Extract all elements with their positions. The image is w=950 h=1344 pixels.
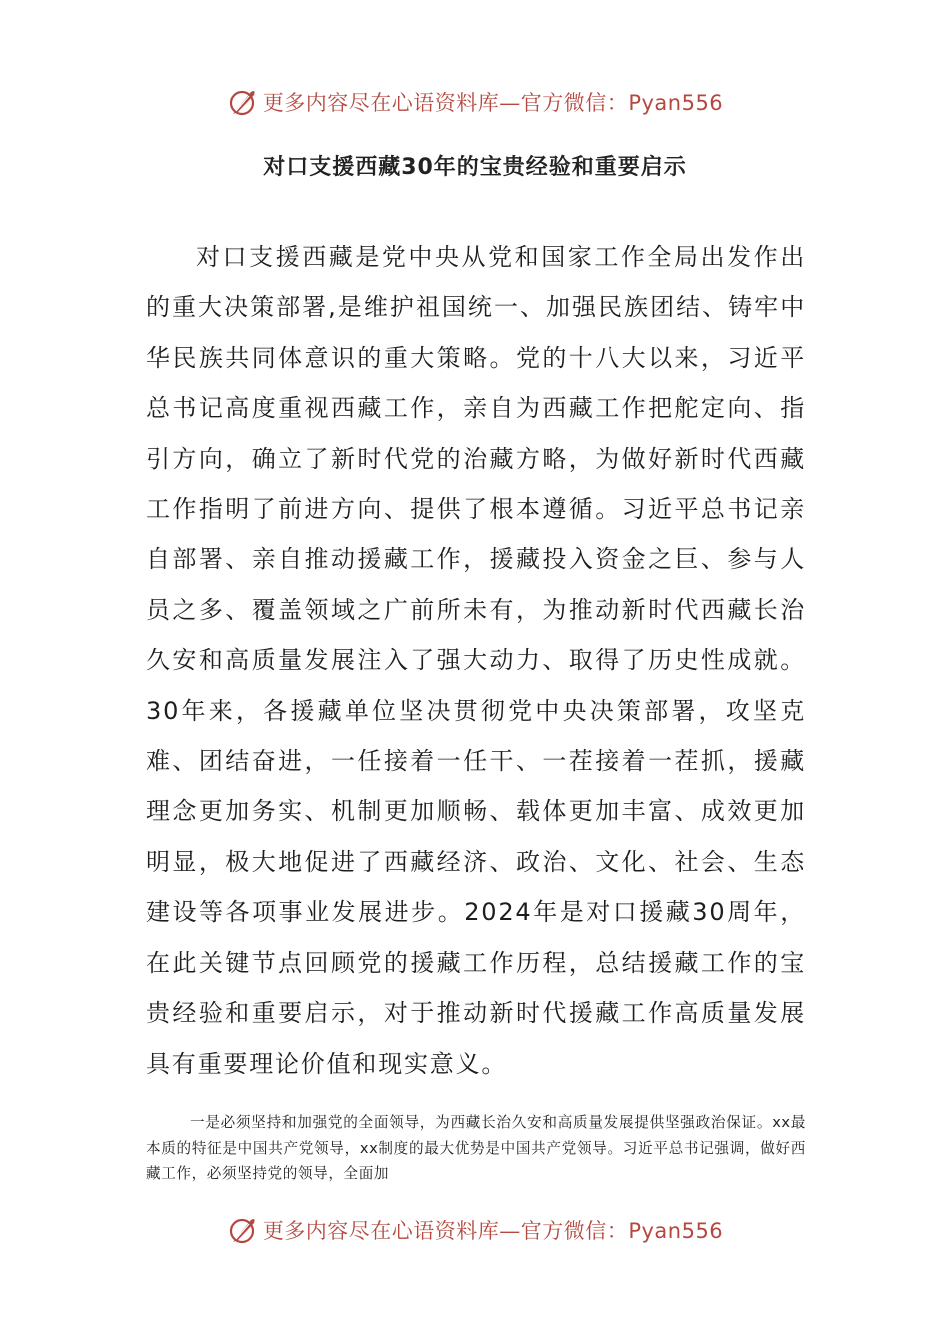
intro-paragraph: 对口支援西藏是党中央从党和国家工作全局出发作出的重大决策部署,是维护祖国统一、加强民族团结、铸牢中华民族共同体意识的重大策略。党的十八大以来，习近平总书记高度重视西藏工作，亲自为西藏工作把舵定向、指引方向，确立了新时代党的治藏方略，为做好新时代西藏工作指明了前进方向、提供了根本遵循。习近平总书记亲自部署、亲自推动援藏工作，援藏投入资金之巨、参与人员之多、覆盖领域之广前所未有，为推动新时代西藏长治久安和高质量发展注入了强大动力、取得了历史性成就。30年来，各援藏单位坚决贯彻党中央决策部署，攻坚克难、团结奋进，一任接着一任干、一茬接着一茬抓，援藏理念更加务实、机制更加顺畅、载体更加丰富、成效更加明显，极大地促进了西藏经济、政治、文化、社会、生态建设等各项事业发展进步。2024年是对口援藏30周年，在此关键节点回顾党的援藏工作历程，总结援藏工作的宝贵经验和重要启示，对于推动新时代援藏工作高质量发展具有重要理论价值和现实意义。	[146, 243, 806, 1078]
footer-banner	[0, 1210, 950, 1250]
banner-wechat-id: Pyan556	[628, 91, 724, 115]
banner-label: 更多内容尽在心语资料库—官方微信：	[262, 1219, 629, 1243]
banner-label: 更多内容尽在心语资料库—官方微信：	[262, 91, 629, 115]
document-title: 对口支援西藏30年的宝贵经验和重要启示	[263, 155, 687, 180]
quill-pen-circle-icon	[227, 86, 259, 118]
banner-wechat-id: Pyan556	[628, 1219, 724, 1243]
quill-pen-circle-icon	[227, 1214, 259, 1246]
section-one-paragraph: 一是必须坚持和加强党的全面领导，为西藏长治久安和高质量发展提供坚强政治保证。xx最本质的特征是中国共产党领导，xx制度的最大优势是中国共产党领导。习近平总书记强调，做好西藏工作，必须坚持党的领导，全面加	[146, 1114, 806, 1182]
banner-text	[263, 1215, 723, 1245]
header-banner	[0, 82, 950, 122]
banner-text	[263, 87, 723, 117]
